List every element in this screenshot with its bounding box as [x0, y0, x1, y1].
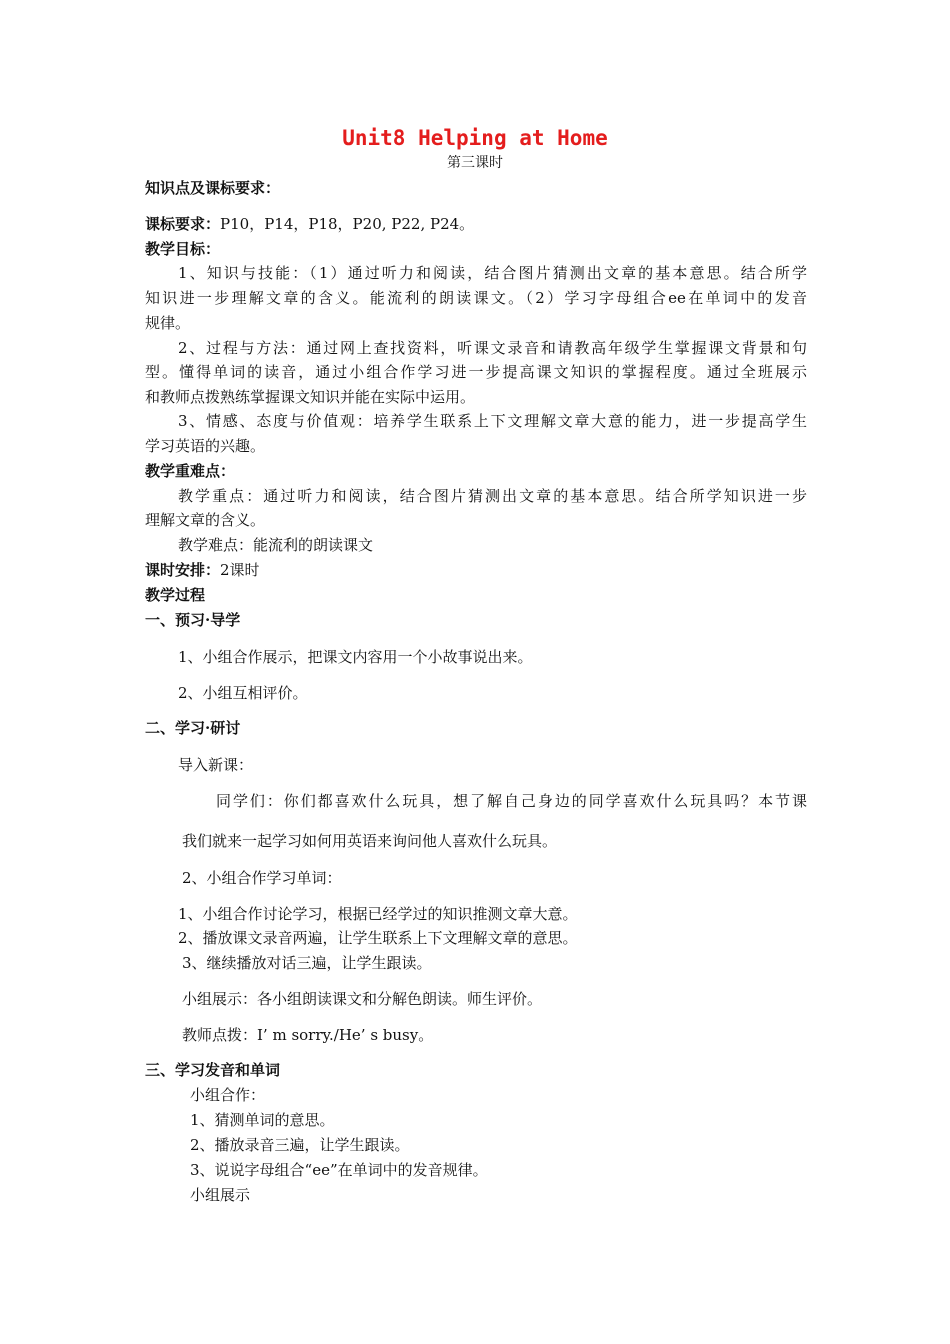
class-hours-value: 2课时: [220, 561, 260, 579]
paragraph-line: 学习英语的兴趣。: [145, 437, 266, 455]
paragraph-line: 小组展示：各小组朗读课文和分解色朗读。师生评价。: [182, 990, 543, 1008]
lesson-subtitle: 第三课时: [447, 155, 503, 171]
list-item: 1、猜测单词的意思。: [190, 1111, 335, 1129]
paragraph-line: 我们就来一起学习如何用英语来询问他人喜欢什么玩具。: [182, 832, 558, 850]
paragraph-line: 导入新课：: [178, 756, 254, 774]
class-hours-line: [145, 560, 260, 580]
paragraph-line: 教学重点：通过听力和阅读，结合图片猜测出文章的基本意思。结合所学知识进一步: [178, 487, 807, 505]
section-heading-key-points: 教学重难点：: [145, 462, 236, 480]
list-item: 3、继续播放对话三遍，让学生跟读。: [182, 954, 432, 972]
document-title: Unit8 Helping at Home: [342, 126, 608, 150]
list-item: 2、播放录音三遍，让学生跟读。: [190, 1136, 410, 1154]
section-heading-knowledge: 知识点及课标要求：: [145, 179, 281, 197]
list-item: 1、小组合作讨论学习，根据已经学过的知识推测文章大意。: [178, 905, 578, 923]
paragraph-line: 型。懂得单词的读音，通过小组合作学习进一步提高课文知识的掌握程度。通过全班展示: [145, 363, 807, 381]
list-item: 1、小组合作展示，把课文内容用一个小故事说出来。: [178, 648, 533, 666]
paragraph-line: 知识进一步理解文章的含义。能流利的朗读课文。（2）学习字母组合ee在单词中的发音: [145, 289, 807, 307]
section-heading-process: 教学过程: [145, 586, 206, 604]
paragraph-line: 规律。: [145, 314, 191, 332]
paragraph-line: 3、情感、态度与价值观：培养学生联系上下文理解文章大意的能力，进一步提高学生: [178, 412, 807, 430]
paragraph-line: 小组合作：: [190, 1086, 266, 1104]
list-item: 3、说说字母组合“ee”在单词中的发音规律。: [190, 1161, 488, 1179]
paragraph-line: 和教师点拨熟练掌握课文知识并能在实际中运用。: [145, 388, 476, 406]
list-item: 2、小组互相评价。: [178, 684, 308, 702]
curriculum-standards-label: 课标要求：: [145, 215, 221, 233]
list-item: 2、小组合作学习单词：: [182, 869, 342, 887]
section-heading-study: 二、学习·研讨: [145, 719, 241, 737]
section-heading-preview: 一、预习·导学: [145, 611, 241, 629]
paragraph-line: 2、过程与方法：通过网上查找资料，听课文录音和请教高年级学生掌握课文背景和句: [178, 339, 807, 357]
section-heading-objectives: 教学目标：: [145, 240, 221, 258]
curriculum-standards-pages: P10，P14，P18，P20, P22, P24。: [220, 215, 475, 233]
section-heading-pronunciation: 三、学习发音和单词: [145, 1061, 281, 1079]
class-hours-label: 课时安排：: [145, 561, 221, 579]
curriculum-standards-line: [145, 214, 474, 234]
paragraph-line: 同学们：你们都喜欢什么玩具，想了解自己身边的同学喜欢什么玩具吗？本节课: [216, 792, 807, 810]
paragraph-line: 教师点拨：I’ m sorry./He’ s busy。: [182, 1026, 434, 1044]
list-item: 2、播放课文录音两遍，让学生联系上下文理解文章的意思。: [178, 929, 578, 947]
paragraph-line: 1、知识与技能：（1）通过听力和阅读，结合图片猜测出文章的基本意思。结合所学: [178, 264, 807, 282]
paragraph-line: 理解文章的含义。: [145, 511, 266, 529]
paragraph-line: 教学难点：能流利的朗读课文: [178, 536, 374, 554]
paragraph-line: 小组展示: [190, 1186, 251, 1204]
